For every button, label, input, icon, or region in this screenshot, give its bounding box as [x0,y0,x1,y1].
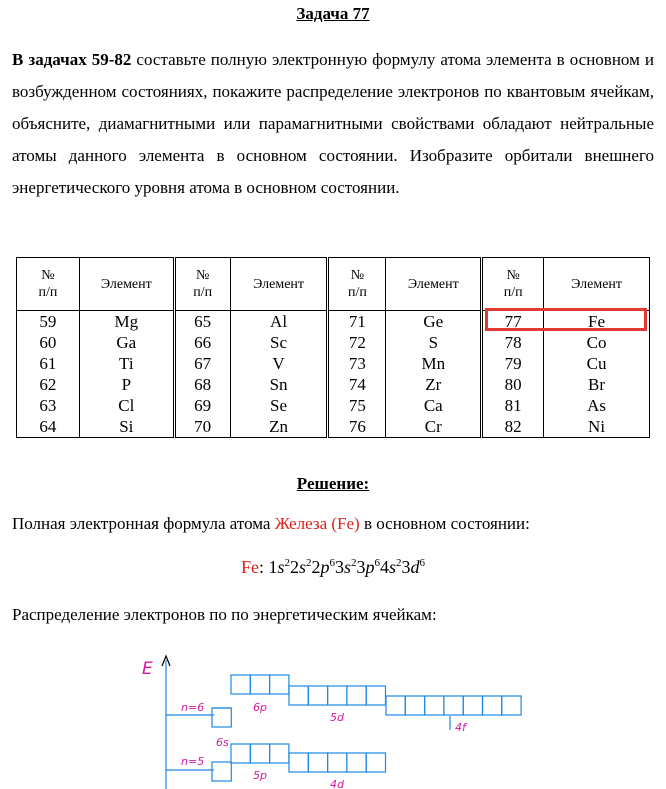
orbital-4f-cell [425,696,444,715]
orbital-4f-cell [483,696,502,715]
table-row [17,332,650,353]
formula-term: $3p^6$ [356,557,381,577]
elements-table [16,257,650,438]
cell-number: 79 [482,353,544,374]
cell-number: 77 [482,311,544,333]
label-n6: n=6 [181,701,205,714]
solution-title: Решение: [296,474,370,493]
energy-axis-label: E [142,659,153,679]
cell-number: 67 [174,353,230,374]
cell-element: Br [544,374,650,395]
energy-cells-diagram [0,650,666,789]
orbital-4f-cell [502,696,521,715]
formula-term: $1s^2$ [268,557,290,577]
cell-element: Cr [386,416,482,438]
cell-element: Zr [386,374,482,395]
orbital-4d-cell [347,753,366,772]
cell-number: 80 [482,374,544,395]
orbital-5d-cell [328,686,347,705]
header-element: Элемент [230,258,328,311]
cell-number: 69 [174,395,230,416]
cell-number: 70 [174,416,230,438]
cell-element: Mn [386,353,482,374]
formula-terms [268,557,425,577]
orbital-4d-cell [366,753,385,772]
cell-element: As [544,395,650,416]
cell-element: Co [544,332,650,353]
task-body: составьте полную электронную формулу атома элемента в основном и возбужденном состояниях, покажите распределение электронов по квантовым ячейкам, объясните, диамагнитными или парамагнитными свойствами обладают нейтральные атомы данного элемента в основном состоянии. Изобразите орбитали внешнего энергетического уровня атома в основном состоянии. [12,50,654,197]
table-row [17,416,650,438]
intro-suffix: в основном состоянии: [359,514,530,533]
orbital-6p-cell [231,675,250,694]
cell-number: 76 [328,416,386,438]
orbital-6p-cell [270,675,289,694]
cell-number: 72 [328,332,386,353]
intro-prefix: Полная электронная формула атома [12,514,275,533]
cell-element: V [230,353,328,374]
formula-sep: : [258,557,269,577]
cell-element: Fe [544,311,650,333]
label-4f: 4f [455,721,466,734]
header-num: № п/п [328,258,386,311]
task-title: Задача 77 [296,4,370,23]
formula-term: $2p^6$ [311,557,335,577]
cell-number: 62 [17,374,80,395]
table-row [17,395,650,416]
cell-element: Ca [386,395,482,416]
cell-element: Se [230,395,328,416]
cell-number: 78 [482,332,544,353]
cell-element: Mg [79,311,174,333]
cell-element: Zn [230,416,328,438]
formula-term: $4s^2$ [380,557,402,577]
label-n5: n=5 [181,755,205,768]
cell-number: 82 [482,416,544,438]
cell-element: Ni [544,416,650,438]
cell-number: 73 [328,353,386,374]
label-4d: 4d [330,778,344,789]
distribution-intro: Распределение электронов по по энергетическим ячейкам: [12,605,437,624]
header-element: Элемент [544,258,650,311]
orbital-5d-cell [289,686,308,705]
cell-element: S [386,332,482,353]
element-name: Железа (Fe) [274,514,360,533]
orbital-5p-cell [250,744,269,763]
orbital-5s-cell [212,762,231,781]
orbital-5p-cell [231,744,250,763]
cell-element: Si [79,416,174,438]
orbital-4f-cell [405,696,424,715]
table-row [17,374,650,395]
cell-element: Sn [230,374,328,395]
orbital-5p-cell [270,744,289,763]
orbital-4f-cell [463,696,482,715]
cell-number: 64 [17,416,80,438]
formula-intro [12,514,530,534]
formula-term: $3d^6$ [401,557,426,577]
orbital-4f-cell [444,696,463,715]
label-5p: 5p [253,769,267,782]
cell-element: P [79,374,174,395]
cell-element: Cl [79,395,174,416]
cell-element: Ti [79,353,174,374]
cell-element: Cu [544,353,650,374]
cell-number: 63 [17,395,80,416]
orbital-5d-cell [366,686,385,705]
orbital-5d-cell [347,686,366,705]
orbital-4d-cell [328,753,347,772]
formula-term: $3s^2$ [335,557,357,577]
header-element: Элемент [386,258,482,311]
cell-number: 59 [17,311,80,333]
cell-element: Al [230,311,328,333]
cell-number: 61 [17,353,80,374]
header-element: Элемент [79,258,174,311]
cell-number: 65 [174,311,230,333]
header-num: № п/п [174,258,230,311]
header-num: № п/п [17,258,80,311]
formula-symbol: Fe [240,557,259,577]
table-row [17,353,650,374]
orbital-4d-cell [308,753,327,772]
cell-element: Ge [386,311,482,333]
electron-formula [0,557,666,578]
fe-highlight-box [485,308,647,331]
cell-element: Sc [230,332,328,353]
orbital-5d-cell [308,686,327,705]
cell-element: Ga [79,332,174,353]
cell-number: 66 [174,332,230,353]
label-6s: 6s [216,736,229,749]
header-num: № п/п [482,258,544,311]
orbital-6p-cell [250,675,269,694]
task-range: В задачах 59-82 [12,50,132,69]
table-header-row [17,258,650,311]
cell-number: 74 [328,374,386,395]
cell-number: 68 [174,374,230,395]
cell-number: 81 [482,395,544,416]
orbital-4f-cell [386,696,405,715]
label-5d: 5d [330,711,344,724]
cell-number: 75 [328,395,386,416]
orbital-4d-cell [289,753,308,772]
task-text [12,44,654,204]
formula-term: $2s^2$ [289,557,312,577]
cell-number: 71 [328,311,386,333]
orbital-6s-cell [212,708,231,727]
label-6p: 6p [253,701,267,714]
cell-number: 60 [17,332,80,353]
